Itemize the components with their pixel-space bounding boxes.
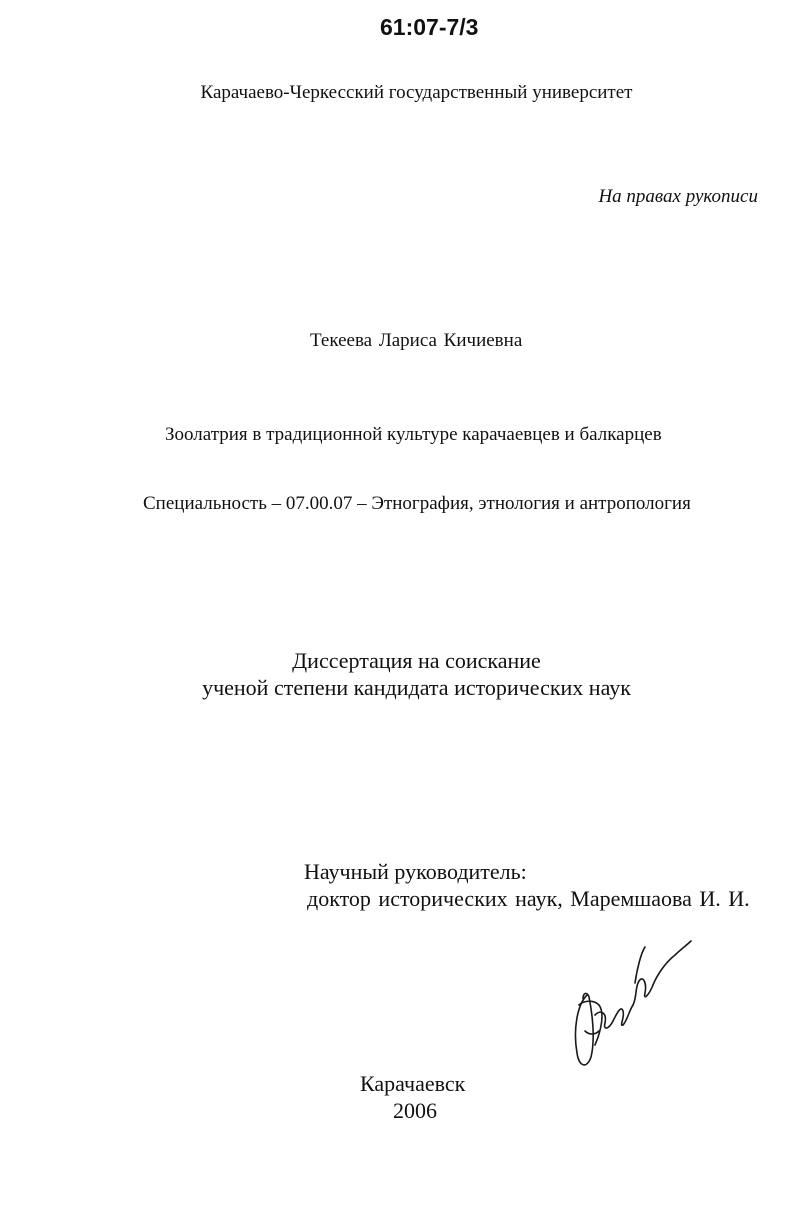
author-name: Текеева Лариса Кичиевна [310,330,523,351]
degree-line-1: Диссертация на соискание [292,648,541,673]
year: 2006 [393,1098,437,1123]
degree-line-2: ученой степени кандидата исторических наук [202,675,631,700]
university-name: Карачаево-Черкесский государственный университет [200,82,633,103]
archive-code: 61:07-7/3 [380,14,479,40]
specialty-line: Специальность – 07.00.07 – Этнография, этнология и антропология [143,493,691,514]
handwritten-signature [565,935,695,1075]
advisor-name: доктор исторических наук, Маремшаова И. И. [307,886,750,911]
advisor-label: Научный руководитель: [304,859,527,884]
rights-note: На правах рукописи [598,186,758,207]
city: Карачаевск [360,1071,466,1096]
thesis-title: Зоолатрия в традиционной культуре карачаевцев и балкарцев [165,424,662,445]
